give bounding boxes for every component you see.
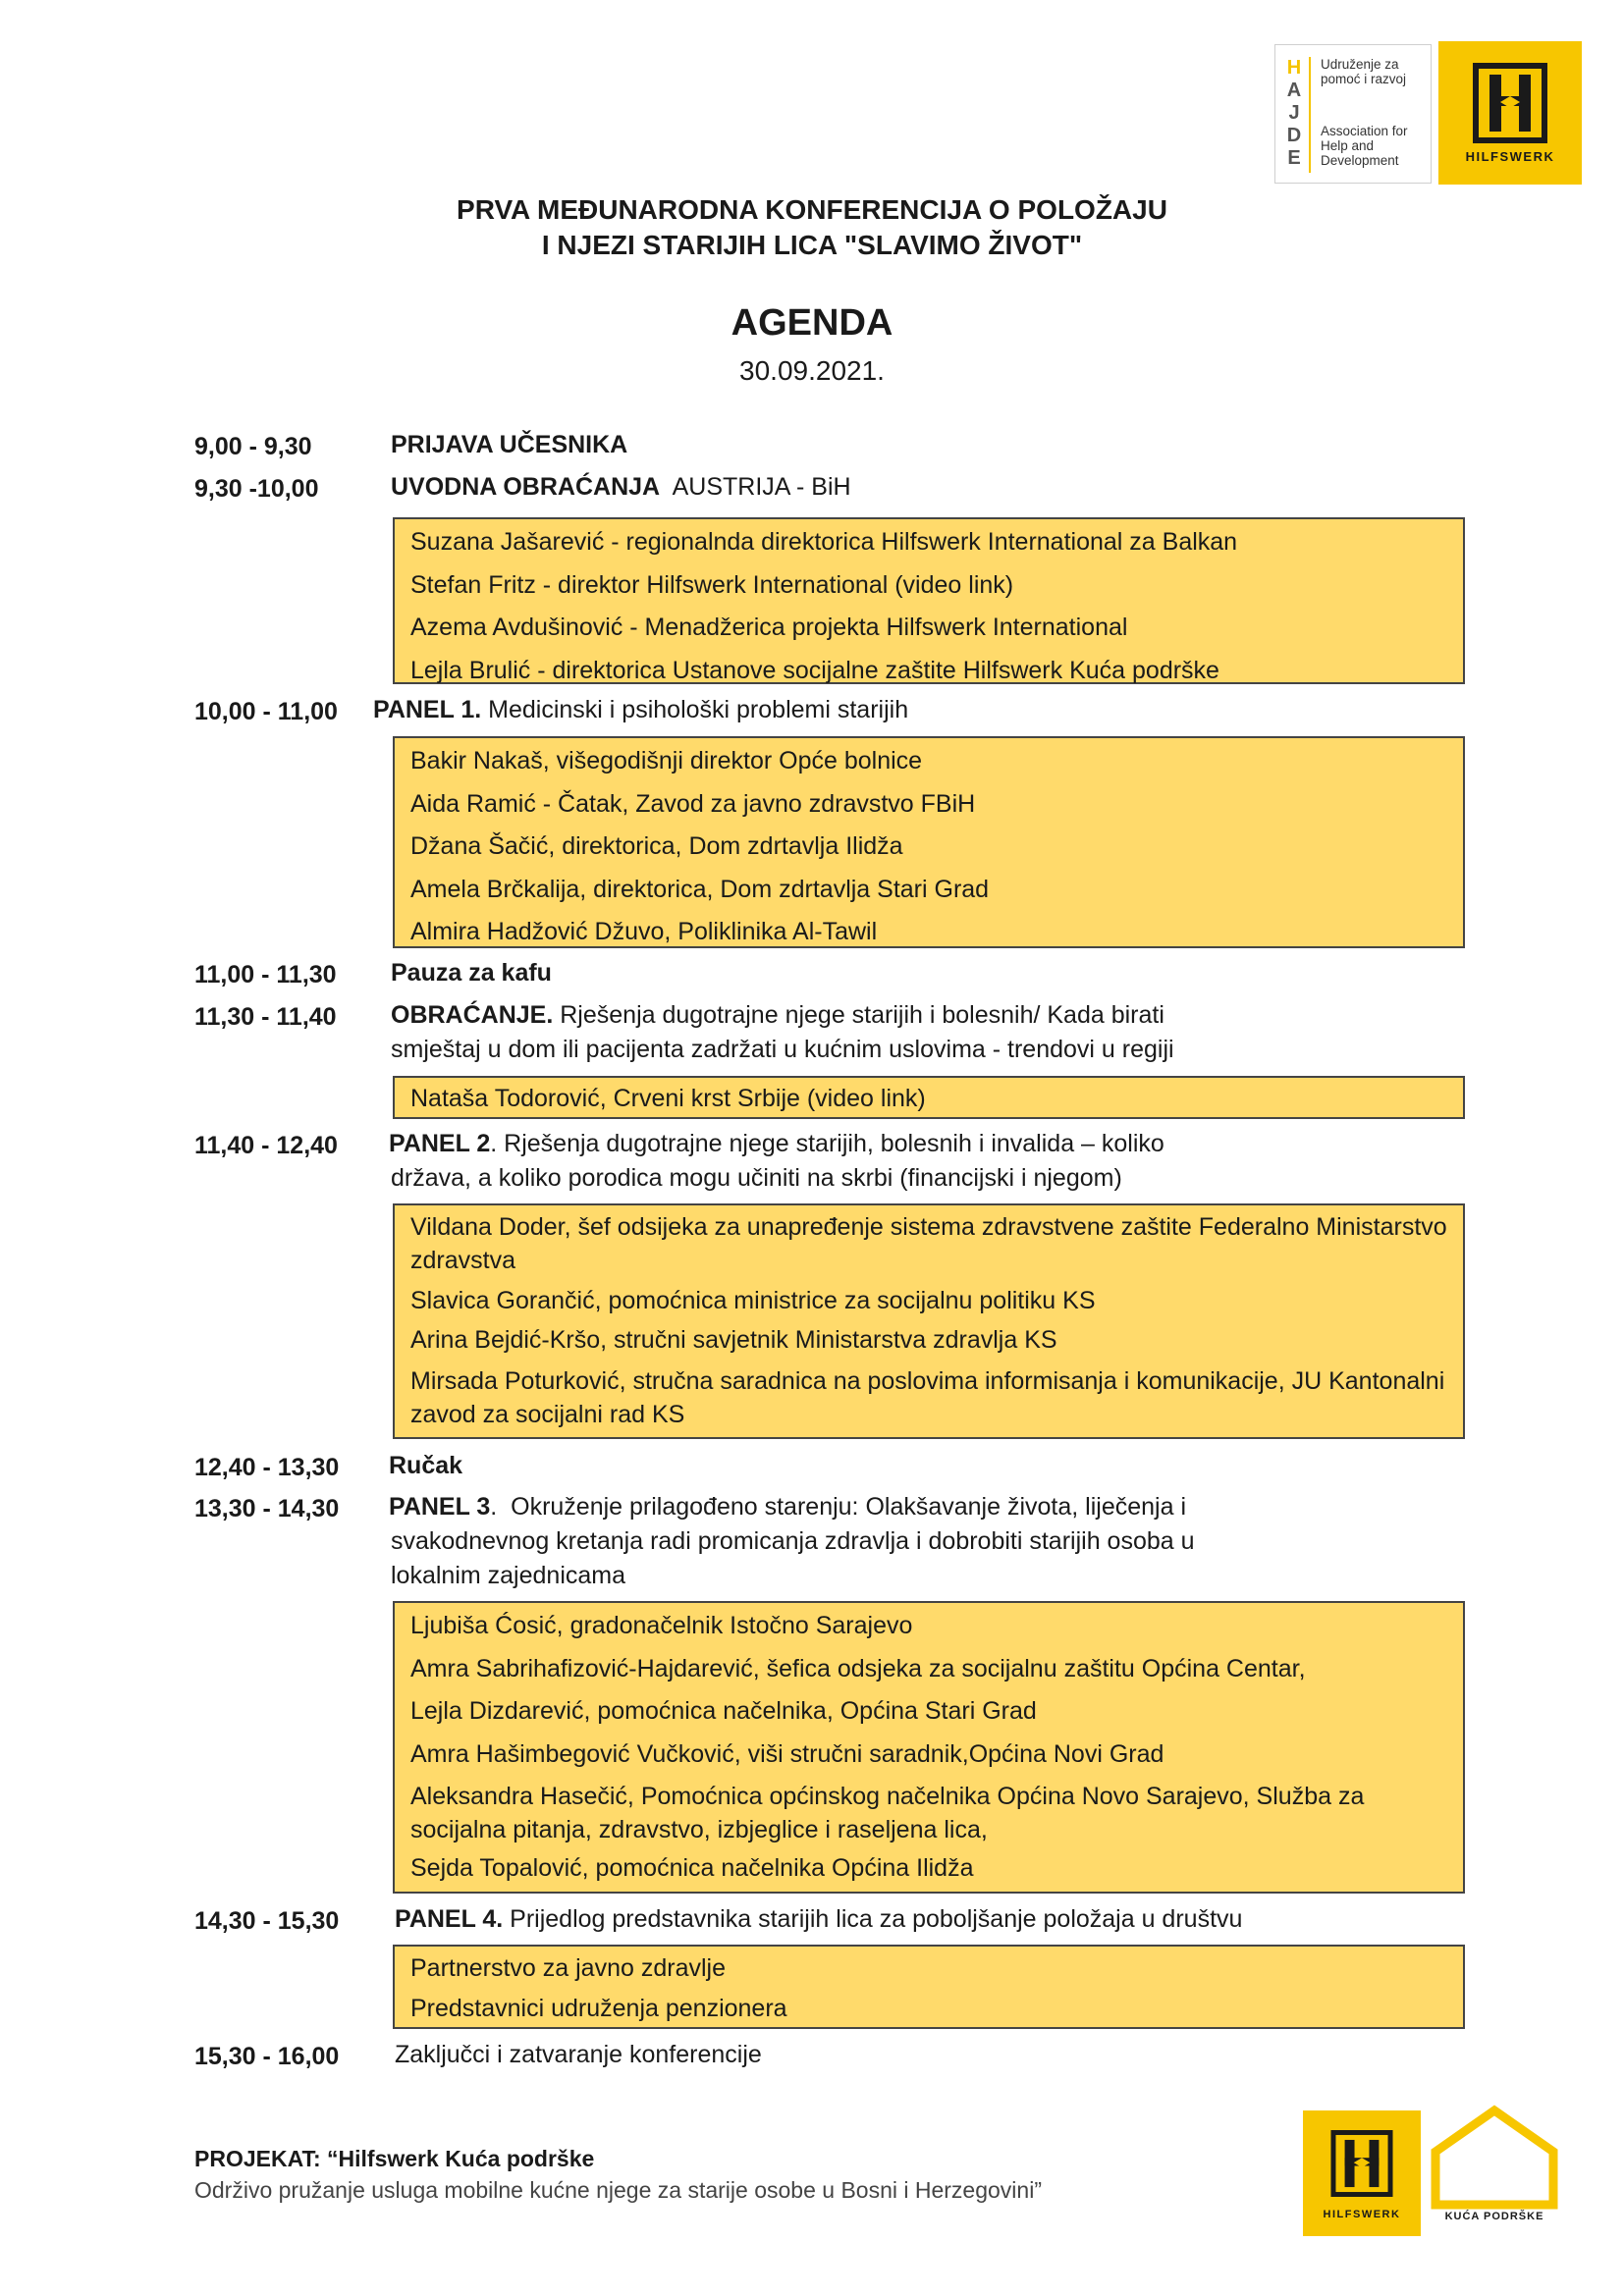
footer-project: PROJEKAT: “Hilfswerk Kuća podrške xyxy=(194,2146,595,2171)
hajde-logo xyxy=(1274,44,1432,184)
speakers-box xyxy=(393,1203,1465,1439)
speaker-item: Predstavnici udruženja penzionera xyxy=(410,1995,787,2022)
speaker-item: Partnerstvo za javno zdravlje xyxy=(410,1954,726,1982)
speaker-item: Arina Bejdić-Kršo, stručni savjetnik Ministarstva zdravlja KS xyxy=(410,1326,1057,1354)
session-title-line2: država, a koliko porodica mogu učiniti na skrbi (financijski i njegom) xyxy=(391,1164,1122,1192)
hilfswerk-caption: HILFSWERK xyxy=(1323,2209,1401,2220)
session-title-line2: smještaj u dom ili pacijenta zadržati u kućnim uslovima - trendovi u regiji xyxy=(391,1036,1174,1063)
hilfswerk-h-icon xyxy=(1473,63,1547,143)
agenda-heading: AGENDA xyxy=(731,302,893,344)
agenda-date: 30.09.2021. xyxy=(739,355,885,386)
session-title: Zaključci i zatvaranje konferencije xyxy=(395,2041,762,2068)
speaker-item: Džana Šačić, direktorica, Dom zdrtavlja Ilidža xyxy=(410,832,903,860)
session-title: UVODNA OBRAĆANJA AUSTRIJA - BiH xyxy=(391,473,851,501)
speaker-item: Lejla Dizdarević, pomoćnica načelnika, Općina Stari Grad xyxy=(410,1697,1037,1725)
conference-title xyxy=(0,192,1624,263)
session-time: 14,30 - 15,30 xyxy=(194,1907,340,1935)
session-time: 11,00 - 11,30 xyxy=(194,961,337,988)
hajde-text-en: Association for Help and Development xyxy=(1321,124,1408,168)
speaker-item: Sejda Topalović, pomoćnica načelnika Općina Ilidža xyxy=(410,1854,974,1882)
speakers-box xyxy=(393,517,1465,684)
hilfswerk-logo-top xyxy=(1438,41,1582,185)
session-title: OBRAĆANJE. Rješenja dugotrajne njege starijih i bolesnih/ Kada birati xyxy=(391,1001,1164,1029)
session-time: 9,00 - 9,30 xyxy=(194,433,312,460)
hajde-letters: H A J D E xyxy=(1286,57,1302,169)
hilfswerk-h-icon xyxy=(1330,2130,1393,2197)
speaker-item: Ljubiša Ćosić, gradonačelnik Istočno Sarajevo xyxy=(410,1612,913,1639)
session-time: 10,00 - 11,00 xyxy=(194,698,338,725)
hajde-divider xyxy=(1309,57,1311,173)
session-title: PRIJAVA UČESNIKA xyxy=(391,431,628,458)
conference-title-line2: I NJEZI STARIJIH LICA "SLAVIMO ŽIVOT" xyxy=(541,230,1083,260)
session-time: 9,30 -10,00 xyxy=(194,475,319,503)
session-title: PANEL 1. Medicinski i psihološki problemi starijih xyxy=(373,696,909,723)
footer-subtitle: Održivo pružanje usluga mobilne kućne njege za starije osobe u Bosni i Herzegovini” xyxy=(194,2177,1042,2203)
speaker-item: Almira Hadžović Džuvo, Poliklinika Al-Tawil xyxy=(410,918,878,945)
session-time: 13,30 - 14,30 xyxy=(194,1495,340,1522)
speaker-item: Aida Ramić - Čatak, Zavod za javno zdravstvo FBiH xyxy=(410,789,976,818)
speaker-item: Lejla Brulić - direktorica Ustanove socijalne zaštite Hilfswerk Kuća podrške xyxy=(410,656,1219,684)
session-title: PANEL 2. Rješenja dugotrajne njege starijih, bolesnih i invalida – koliko xyxy=(389,1130,1164,1157)
kuca-caption: KUĆA PODRŠKE xyxy=(1444,2211,1544,2222)
session-title-line2: svakodnevnog kretanja radi promicanja zdravlja i dobrobiti starijih osoba u xyxy=(391,1527,1195,1555)
hajde-text-local: Udruženje za pomoć i razvoj xyxy=(1321,57,1407,86)
speaker-item: Bakir Nakaš, višegodišnji direktor Opće bolnice xyxy=(410,747,923,774)
speaker-item: Amra Hašimbegović Vučković, viši stručni saradnik,Općina Novi Grad xyxy=(410,1739,1164,1768)
session-time: 11,30 - 11,40 xyxy=(194,1003,337,1031)
speaker-item: Slavica Gorančić, pomoćnica ministrice za socijalnu politiku KS xyxy=(410,1287,1096,1314)
speakers-box xyxy=(393,1945,1465,2029)
speakers-box xyxy=(393,1076,1465,1119)
speaker-item: Amra Sabrihafizović-Hajdarević, šefica odsjeka za socijalnu zaštitu Općina Centar, xyxy=(410,1654,1306,1682)
session-title: PANEL 4. Prijedlog predstavnika starijih lica za poboljšanje položaja u društvu xyxy=(395,1905,1243,1933)
speaker-item: Nataša Todorović, Crveni krst Srbije (video link) xyxy=(410,1085,926,1112)
session-time: 15,30 - 16,00 xyxy=(194,2043,340,2070)
session-time: 12,40 - 13,30 xyxy=(194,1454,340,1481)
session-title: Pauza za kafu xyxy=(391,959,552,987)
hilfswerk-caption: HILFSWERK xyxy=(1465,149,1555,164)
speaker-item: Suzana Jašarević - regionalnda direktorica Hilfswerk International za Balkan xyxy=(410,528,1238,556)
speaker-item: Mirsada Poturković, stručna saradnica na poslovima informisanja i komunikacije, JU Kantonalni zavod za socijalni rad KS xyxy=(410,1367,1445,1428)
house-icon xyxy=(1426,2103,1563,2211)
speakers-box xyxy=(393,736,1465,948)
speaker-item: Amela Brčkalija, direktorica, Dom zdrtavlja Stari Grad xyxy=(410,875,990,903)
speaker-item: Vildana Doder, šef odsijeka za unapređenje sistema zdravstvene zaštite Federalno Ministarstvo zdravstva xyxy=(410,1213,1447,1274)
hilfswerk-logo-bottom xyxy=(1303,2110,1421,2236)
speaker-item: Stefan Fritz - direktor Hilfswerk International (video link) xyxy=(410,570,1014,599)
speakers-box xyxy=(393,1601,1465,1894)
conference-title-line1: PRVA MEĐUNARODNA KONFERENCIJA O POLOŽAJU xyxy=(457,194,1167,225)
session-time: 11,40 - 12,40 xyxy=(194,1132,338,1159)
speaker-item: Azema Avdušinović - Menadžerica projekta Hilfswerk International xyxy=(410,614,1128,641)
session-title: Ručak xyxy=(389,1452,463,1479)
kuca-podrske-logo xyxy=(1426,2103,1563,2236)
session-title-line3: lokalnim zajednicama xyxy=(391,1562,626,1589)
speaker-item: Aleksandra Hasečić, Pomoćnica općinskog načelnika Općina Novo Sarajevo, Služba za socijalna pitanja, zdravstvo, izbjeglice i raseljena lica, xyxy=(410,1783,1365,1843)
session-title: PANEL 3. Okruženje prilagođeno starenju: Olakšavanje života, liječenja i xyxy=(389,1493,1186,1521)
